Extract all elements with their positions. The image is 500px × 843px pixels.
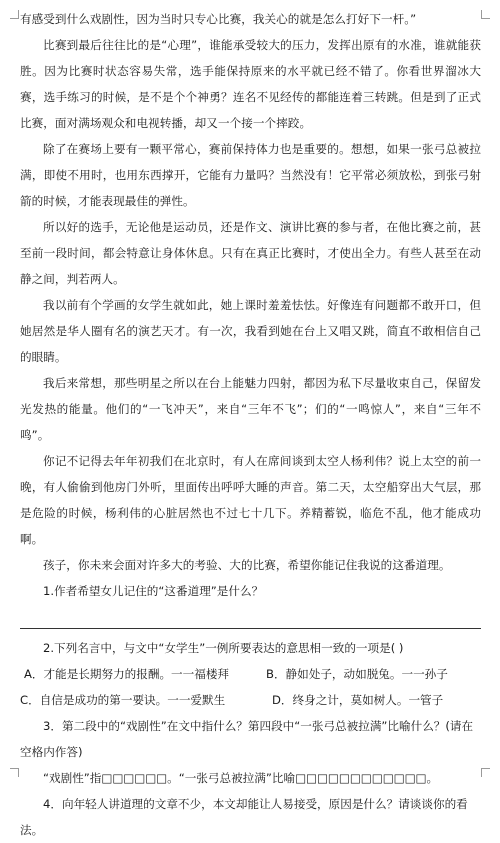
question-3: 3．第二段中的“戏剧性”在文中指什么？第四段中“一张弓总被拉满”比喻什么？(请在空格内作答) [20,719,474,759]
passage-paragraph-8: 孩子，你未来会面对许多大的考验、大的比赛，希望你能记住我说的这番道理。 [43,558,451,572]
passage-paragraph-6: 我后来常想，那些明星之所以在台上能魅力四射，都因为私下尽量收束自己，保留发光发热的能量。他们的“一飞冲天”，来自“三年不飞”；们的“一鸣惊人”，来自“三年不鸣”。 [20,376,481,442]
passage-paragraph-2: 比赛到最后往往比的是“心理”，谁能承受较大的压力，发挥出原有的水准，谁就能获胜。因为比赛时状态容易失常，选手能保持原来的水平就已经不错了。你看世界溜冰大赛，选手练习的时候，是不是个个神勇？连名不见经传的都能连着三转跳。但是到了正式比赛，面对满场观众和电视转播，却又一个接一个摔跤。 [20,38,481,130]
question-4: 4．向年轻人讲道理的文章不少，本文却能让人易接受，原因是什么？请谈谈你的看法。 [20,797,468,837]
crop-mark-top-right [481,10,490,19]
question-2-options-row-1 [20,661,481,687]
question-1: 1.作者希望女儿记住的“这番道理”是什么？ [43,584,264,598]
passage-paragraph-7: 你记不记得去年年初我们在北京时，有人在席间谈到太空人杨利伟？说上太空的前一晚，有人偷偷到他房门外听，里面传出呼呼大睡的声音。第二天，太空船穿出大气层，那是危险的时候，杨利伟的心脏居然也不过七十几下。养精蓄锐，临危不乱，他才能成功啊。 [20,454,481,546]
crop-mark-bottom-right [481,768,490,777]
passage-paragraph-4: 所以好的选手，无论他是运动员，还是作文、演讲比赛的参与者，在他比赛之前，甚至前一段时间，都会特意让身体休息。只有在真正比赛时，才使出全力。有些人甚至在动静之间，判若两人。 [20,220,481,286]
question-2-options-row-2 [20,687,481,713]
crop-mark-bottom-left [10,768,19,777]
passage-continuation: 有感受到什么戏剧性，因为当时只专心比赛，我关心的就是怎么打好下一杆。” [20,12,417,26]
question-3-fill-blanks: “戏剧性”指□□□□□□。“一张弓总被拉满”比喻□□□□□□□□□□□□。 [43,771,439,785]
answer-space-1 [20,604,481,626]
option-d: D．终身之计，莫如树人。一管子 [272,693,444,707]
crop-mark-top-left [10,10,19,19]
option-b: B．静如处子，动如脱兔。一一孙子 [266,667,448,681]
question-2: 2.下列名言中，与文中“女学生”一例所要表达的意思相一致的一项是( ) [43,641,404,655]
document-content [20,6,481,843]
passage-paragraph-3: 除了在赛场上要有一颗平常心，赛前保持体力也是重要的。想想，如果一张弓总被拉满，即使不用时，也用东西撑开，它能有力量吗？当然没有！它平常必须放松，到张弓射箭的时候，才能表现最佳的弹性。 [20,142,481,208]
option-a: A．才能是长期努力的报酬。一一福楼拜 [24,667,230,681]
option-c: C．自信是成功的第一要诀。一一爱默生 [20,693,226,707]
passage-paragraph-5: 我以前有个学画的女学生就如此，她上课时羞羞怯怯。好像连有问题都不敢开口，但她居然是华人圈有名的演艺天才。有一次，我看到她在台上又唱又跳，简直不敢相信自己的眼睛。 [20,298,481,364]
answer-line-1 [20,628,481,629]
